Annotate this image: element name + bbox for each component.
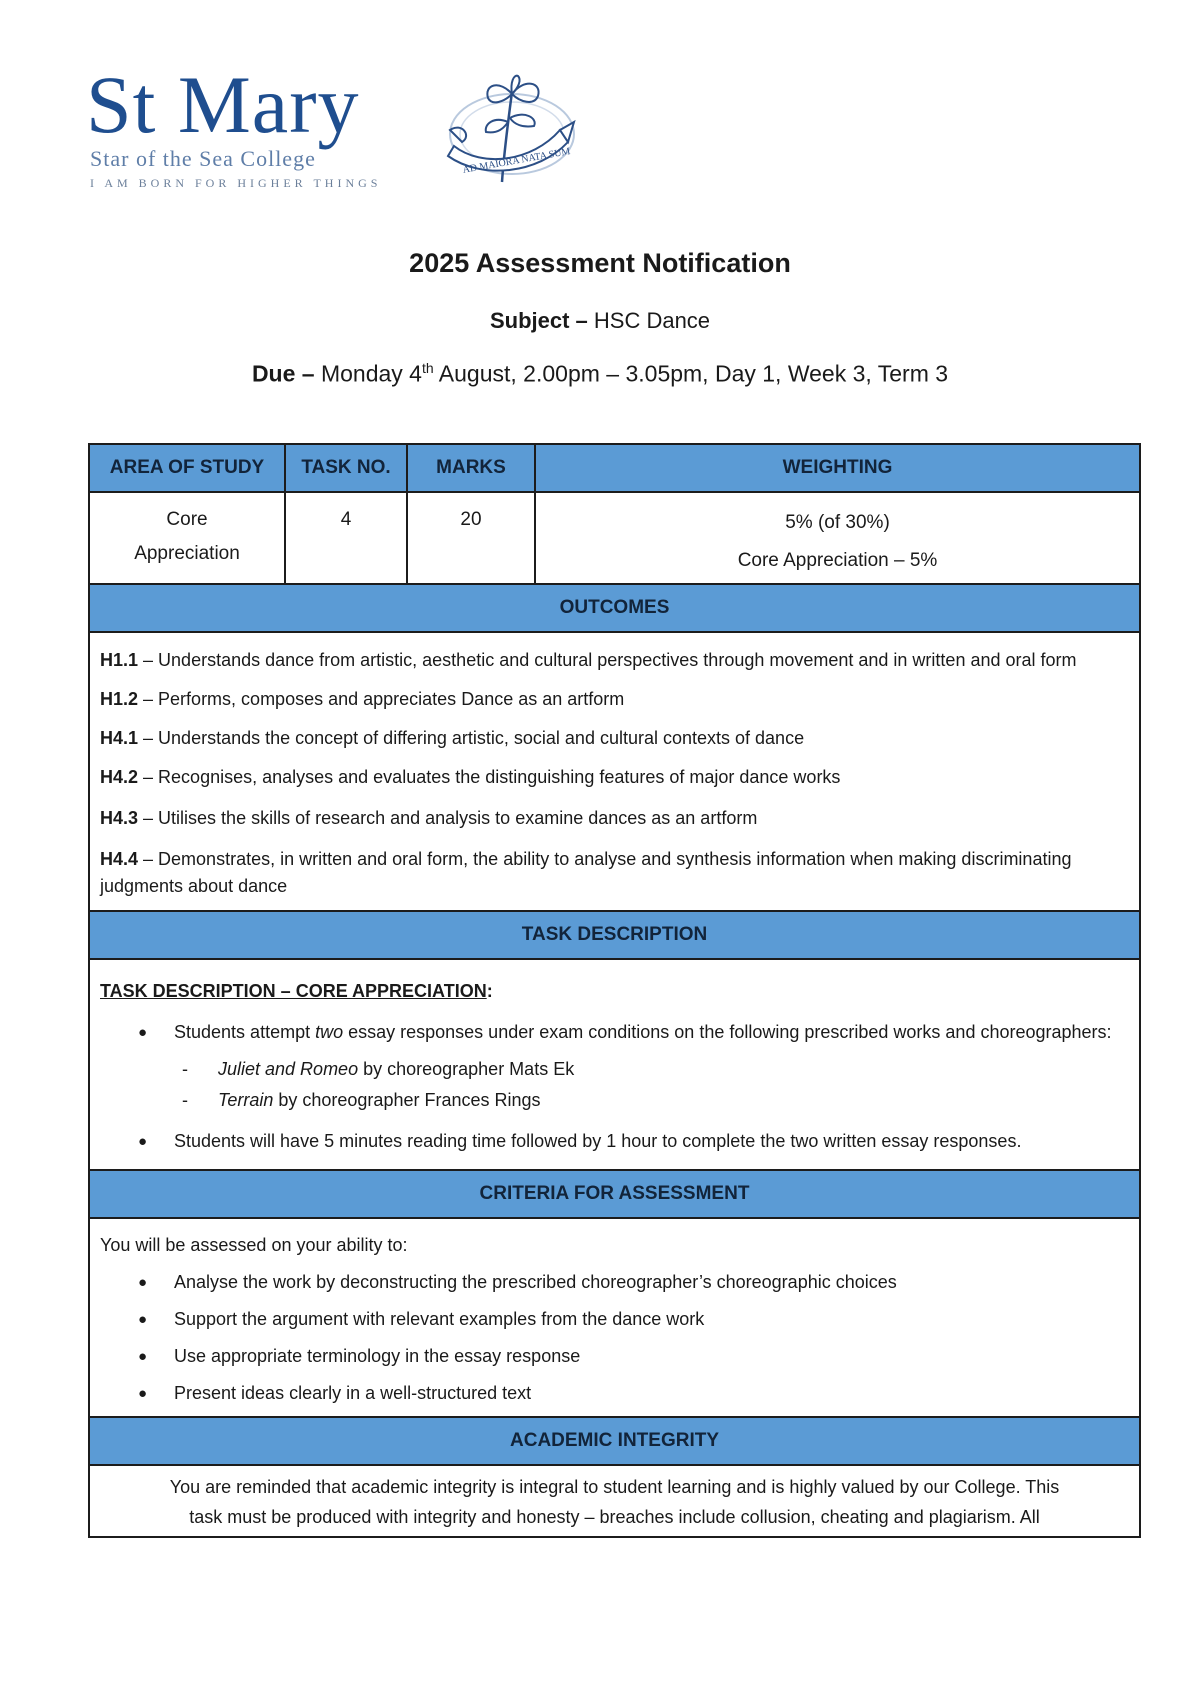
criteria-intro: You will be assessed on your ability to:: [100, 1235, 408, 1255]
outcome-item: [100, 805, 1129, 832]
criteria-item: ● Use appropriate terminology in the essay response: [100, 1338, 1129, 1375]
logo-name: St Mary: [86, 59, 360, 150]
outcome-text: – Understands dance from artistic, aesthetic and cultural perspectives through movement and in written and oral form: [138, 650, 1077, 670]
outcome-text: – Performs, composes and appreciates Dance as an artform: [138, 689, 625, 709]
weighting-line-1: 5% (of 30%): [785, 512, 890, 533]
due-date: Monday 4: [314, 360, 422, 387]
task-description-body: [89, 959, 1140, 1170]
outcome-item: [100, 846, 1129, 900]
outcomes-list: [89, 632, 1140, 911]
integrity-line-1: You are reminded that academic integrity is integral to student learning and is highly valued by our College. This: [169, 1477, 1060, 1497]
assessment-table: [88, 443, 1141, 1538]
academic-integrity-body: [89, 1465, 1140, 1537]
prescribed-works: [100, 1054, 1129, 1116]
outcome-text: – Utilises the skills of research and analysis to examine dances as an artform: [138, 808, 758, 828]
integrity-line-2: task must be produced with integrity and honesty – breaches include collusion, cheating and plagiarism. All: [189, 1507, 1040, 1527]
area-of-study-cell: [89, 492, 285, 584]
subject-value: HSC Dance: [587, 308, 711, 333]
crest-motto: AD MAIORA NATA SUM: [461, 146, 572, 176]
due-label: Due –: [251, 360, 315, 387]
criteria-item: ● Support the argument with relevant examples from the dance work: [100, 1301, 1129, 1338]
task-no-cell: 4: [285, 492, 407, 584]
task-bullet-1: [100, 1017, 1129, 1048]
outcome-code: H4.2: [100, 767, 139, 787]
area-line-1: Core: [166, 509, 208, 530]
work-choreographer: by choreographer Frances Rings: [273, 1090, 541, 1110]
due-line: [0, 360, 1200, 388]
prescribed-work-item: [100, 1054, 1129, 1085]
task-description-lead: [100, 976, 1129, 1007]
task-bullet-2: ● Students will have 5 minutes reading time followed by 1 hour to complete the two written essay responses.: [100, 1126, 1129, 1157]
criteria-header: CRITERIA FOR ASSESSMENT: [89, 1170, 1140, 1218]
criteria-item: ● Present ideas clearly in a well-structured text: [100, 1375, 1129, 1412]
marks-cell: 20: [407, 492, 535, 584]
logo-motto: I AM BORN FOR HIGHER THINGS: [90, 176, 382, 190]
task-bullets: [100, 1017, 1129, 1048]
college-logo: [86, 59, 572, 202]
due-date-suffix: th: [421, 360, 434, 376]
task-bullets-2: [100, 1126, 1129, 1157]
logo-subtitle: Star of the Sea College: [90, 146, 316, 171]
outcome-text: – Recognises, analyses and evaluates the distinguishing features of major dance works: [138, 767, 841, 787]
work-choreographer: by choreographer Mats Ek: [358, 1059, 575, 1079]
due-date-rest: August, 2.00pm – 3.05pm, Day 1, Week 3, Term 3: [433, 360, 949, 387]
outcome-code: H1.2: [100, 689, 139, 709]
task-lead-text: TASK DESCRIPTION – CORE APPRECIATION: [100, 981, 487, 1001]
outcome-text: – Demonstrates, in written and oral form, the ability to analyse and synthesis information when making discriminating judgments about dance: [100, 849, 1072, 896]
criteria-body: [89, 1218, 1140, 1417]
outcomes-header: OUTCOMES: [89, 584, 1140, 632]
subject-label: Subject –: [489, 308, 588, 333]
header-marks: MARKS: [407, 444, 535, 492]
criteria-item: ● Analyse the work by deconstructing the prescribed choreographer’s choreographic choices: [100, 1264, 1129, 1301]
weighting-cell: [535, 492, 1140, 584]
outcome-code: H4.3: [100, 808, 139, 828]
header-area-of-study: AREA OF STUDY: [89, 444, 285, 492]
task-description-header: TASK DESCRIPTION: [89, 911, 1140, 959]
outcome-item: [100, 686, 1129, 713]
prescribed-work-item: [100, 1085, 1129, 1116]
header-task-no: TASK NO.: [285, 444, 407, 492]
outcome-code: H4.1: [100, 728, 139, 748]
task-bullet-1-emphasis: two: [315, 1022, 344, 1042]
page-title: 2025 Assessment Notification: [409, 248, 791, 278]
task-bullet-1-post: essay responses under exam conditions on the following prescribed works and choreographers:: [343, 1022, 1112, 1042]
outcome-code: H1.1: [100, 650, 139, 670]
task-bullet-1-pre: Students attempt: [174, 1022, 316, 1042]
lily-crest-icon: [392, 72, 582, 192]
subject-line: [0, 308, 1200, 334]
work-title: Juliet and Romeo: [218, 1059, 359, 1079]
area-line-2: Appreciation: [134, 543, 240, 564]
work-title: Terrain: [218, 1090, 274, 1110]
task-lead-colon: :: [486, 981, 493, 1001]
academic-integrity-header: ACADEMIC INTEGRITY: [89, 1417, 1140, 1465]
outcome-item: [100, 725, 1129, 752]
outcome-item: [100, 764, 1129, 791]
outcome-text: – Understands the concept of differing artistic, social and cultural contexts of dance: [138, 728, 805, 748]
outcome-item: [100, 647, 1129, 674]
header-weighting: WEIGHTING: [535, 444, 1140, 492]
weighting-line-2: Core Appreciation – 5%: [737, 550, 938, 571]
outcome-code: H4.4: [100, 849, 139, 869]
criteria-list: [100, 1264, 1129, 1412]
